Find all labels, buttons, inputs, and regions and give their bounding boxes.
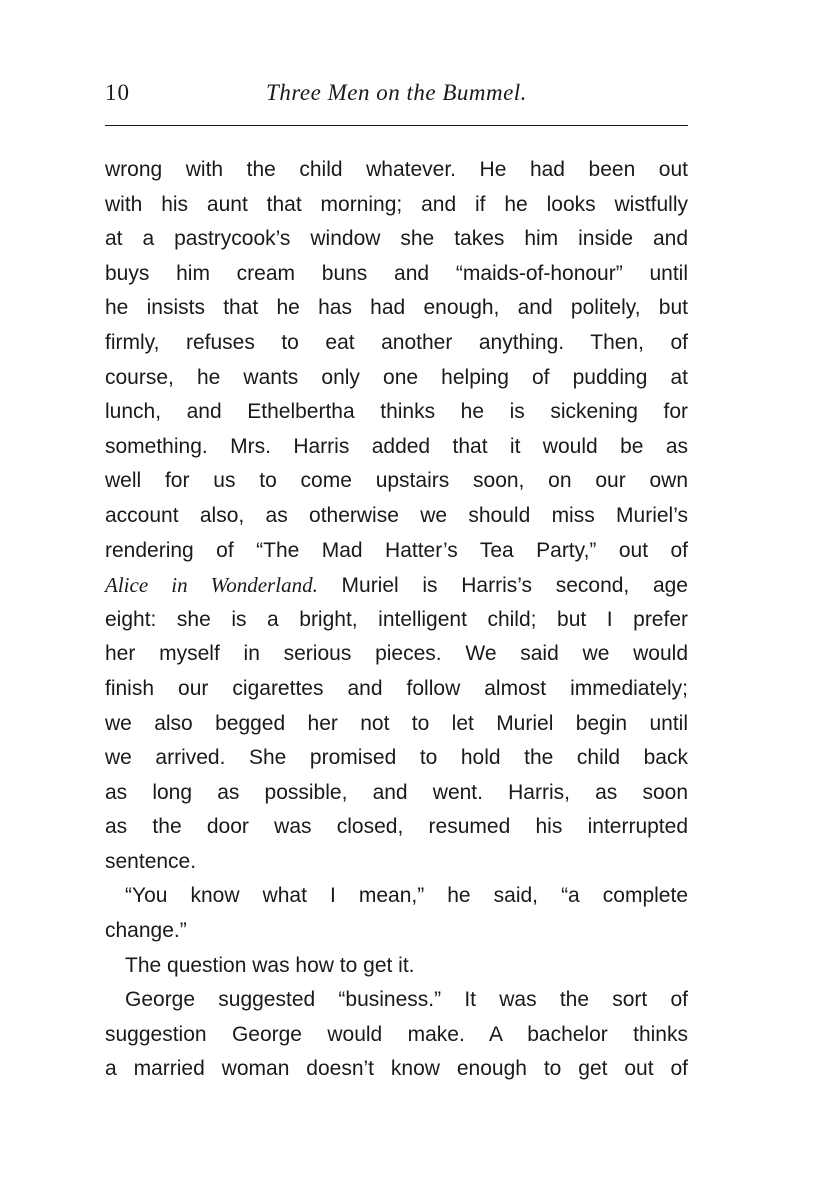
page-header (105, 80, 688, 122)
text-line: wrong with the child whatever. He had been out (105, 158, 688, 181)
text-line: eight: she is a bright, intelligent child; but I prefer (105, 607, 688, 631)
text-line: suggestion George would make. A bachelor thinks (105, 1022, 688, 1046)
text-line: account also, as otherwise we should miss Muriel’s (105, 503, 688, 527)
text-line: course, he wants only one helping of pudding at (105, 365, 688, 389)
text-line: at a pastrycook’s window she takes him inside and (105, 227, 688, 251)
text-line: rendering of “The Mad Hatter’s Tea Party,” out of (105, 538, 688, 562)
running-title: Three Men on the Bummel. (266, 80, 527, 105)
text-line: well for us to come upstairs soon, on our own (105, 469, 688, 493)
text-line: buys him cream buns and “maids-of-honour” until (105, 261, 688, 285)
text-line: a married woman doesn’t know enough to get out of (105, 1057, 688, 1081)
text-line: George suggested “business.” It was the sort of (125, 988, 688, 1012)
text-line: something. Mrs. Harris added that it would be as (105, 434, 688, 458)
text-fragment: is Harris’s second, age (422, 574, 688, 598)
text-line: we also begged her not to let Muriel begin until (105, 711, 688, 735)
text-line: lunch, and Ethelbertha thinks he is sickening for (105, 400, 688, 424)
text-line: The question was how to get it. (125, 953, 415, 977)
text-line: change.” (105, 919, 187, 943)
text-fragment: Muriel (341, 574, 399, 598)
text-line-with-italic (105, 568, 688, 603)
text-line: we arrived. She promised to hold the child back (105, 746, 688, 770)
text-line: “You know what I mean,” he said, “a complete (125, 884, 688, 908)
text-line: he insists that he has had enough, and politely, but (105, 296, 688, 320)
italic-book-title: Alice in Wonderland. (105, 573, 318, 598)
text-line: finish our cigarettes and follow almost immediately; (105, 676, 688, 700)
body-text (105, 153, 688, 1087)
header-rule (105, 125, 688, 126)
text-line: with his aunt that morning; and if he looks wistfully (105, 192, 688, 216)
page-number: 10 (105, 80, 130, 105)
text-line: as the door was closed, resumed his interrupted (105, 815, 688, 839)
text-line: firmly, refuses to eat another anything. Then, of (105, 330, 688, 354)
text-line: her myself in serious pieces. We said we would (105, 642, 688, 666)
text-line: as long as possible, and went. Harris, as soon (105, 780, 688, 804)
text-line: sentence. (105, 849, 197, 873)
